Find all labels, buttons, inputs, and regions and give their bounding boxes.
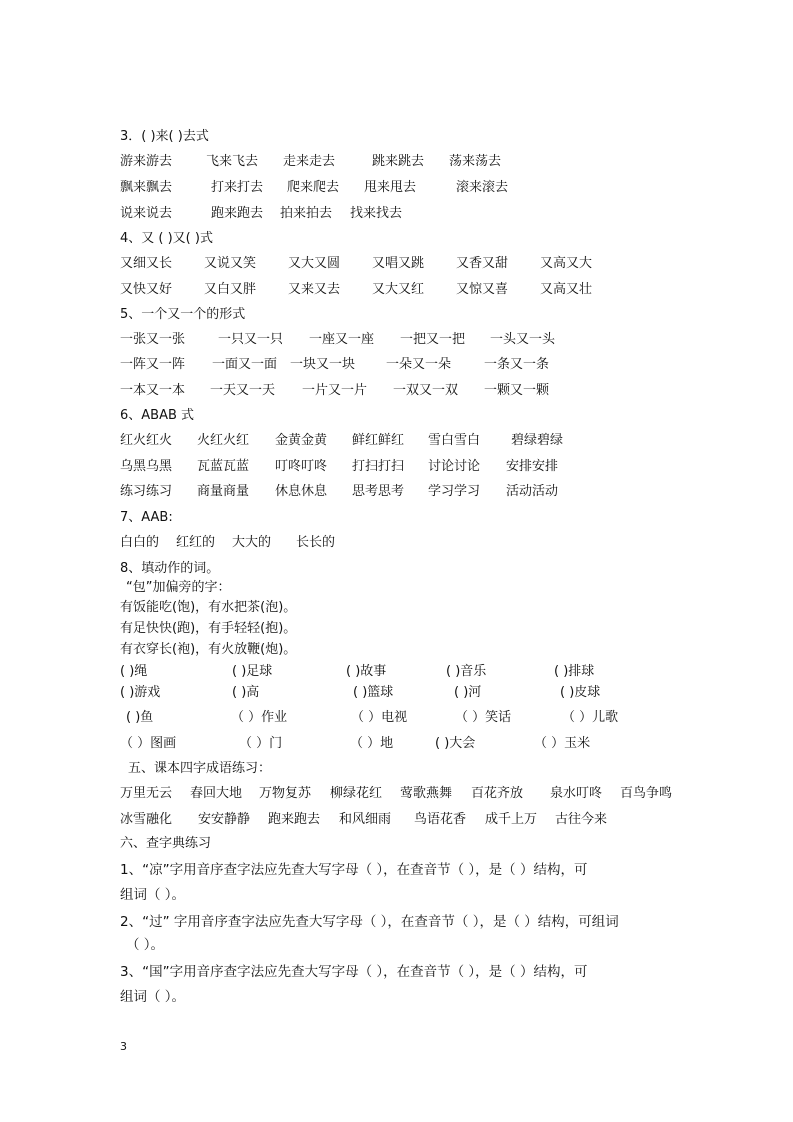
word-item: 鸟语花香 [414,812,467,827]
word-item: 一天又一天 [210,383,276,398]
word-item: 安安静静 [198,812,251,827]
word-item: 莺歌燕舞 [400,786,453,801]
word-item: 打来打去 [211,180,264,195]
word-item: 一阵又一阵 [120,357,186,372]
word-item: 万物复苏 [259,786,312,801]
text-line: 五、课本四字成语练习： [128,761,272,776]
word-item: ( )游戏 [120,685,161,700]
page-number: 3 [120,1040,127,1053]
word-item: 找来找去 [350,206,403,221]
word-item: 甩来甩去 [364,180,417,195]
text-line: 有饭能吃(饱)，有水把茶(泡)。 [120,600,297,615]
word-item: 一条又一条 [484,357,550,372]
word-item: 乌黑乌黑 [120,459,173,474]
word-item: ( )故事 [346,664,387,679]
word-item: ( )排球 [554,664,595,679]
word-item: ( )篮球 [353,685,394,700]
word-item: 瓦蓝瓦蓝 [197,459,250,474]
word-item: （ ）电视 [351,710,408,725]
word-item: ( )绳 [120,664,148,679]
word-item: 学习学习 [428,484,481,499]
text-line: 5、一个又一个的形式 [120,307,246,322]
word-item: （ ）笑话 [455,710,512,725]
word-item: ( )音乐 [446,664,487,679]
word-item: ( )大会 [435,736,476,751]
word-item: 泉水叮咚 [550,786,603,801]
word-item: 又唱又跳 [372,256,425,271]
word-item: 雪白雪白 [428,433,481,448]
word-item: （ ）图画 [120,736,177,751]
word-item: 又香又甜 [456,256,509,271]
word-item: ( )皮球 [560,685,601,700]
word-item: 红火红火 [120,433,173,448]
text-line: 3．( )来( )去式 [120,129,209,144]
word-item: 又惊又喜 [456,282,509,297]
word-item: 鲜红鲜红 [352,433,405,448]
text-line: 6、ABAB 式 [120,408,195,423]
word-item: （ ）地 [350,736,394,751]
word-item: 一颗又一颗 [484,383,550,398]
word-item: 古往今来 [555,812,608,827]
word-item: 说来说去 [120,206,173,221]
word-item: 商量商量 [197,484,250,499]
text-line: “包”加偏旁的字： [126,580,231,595]
word-item: ( )足球 [232,664,273,679]
word-item: （ ）儿歌 [562,710,619,725]
text-line: 六、查字典练习 [120,836,212,851]
word-item: 爬来爬去 [287,180,340,195]
word-item: 跑来跑去 [211,206,264,221]
word-item: 成千上万 [485,812,538,827]
word-item: （ ）作业 [231,710,288,725]
word-item: 长长的 [296,535,336,550]
word-item: 又来又去 [288,282,341,297]
word-item: 百鸟争鸣 [620,786,673,801]
word-item: 安排安排 [506,459,559,474]
word-item: ( )鱼 [126,710,154,725]
word-item: 大大的 [232,535,272,550]
word-item: 休息休息 [275,484,328,499]
word-item: 讨论讨论 [428,459,481,474]
word-item: 白白的 [120,535,160,550]
word-item: 荡来荡去 [449,154,502,169]
word-item: 柳绿花红 [330,786,383,801]
word-item: 又大又圆 [288,256,341,271]
word-item: 叮咚叮咚 [275,459,328,474]
text-line: 8、填动作的词。 [120,561,220,576]
word-item: 一把又一把 [400,332,466,347]
word-item: 思考思考 [352,484,405,499]
word-item: 百花齐放 [471,786,524,801]
word-item: （ ）玉米 [534,736,591,751]
word-item: 又高又壮 [540,282,593,297]
word-item: 活动活动 [506,484,559,499]
word-item: （ ）门 [239,736,283,751]
text-line: 4、又 ( )又( )式 [120,231,213,246]
word-item: ( )河 [454,685,482,700]
word-item: 走来走去 [283,154,336,169]
word-item: 滚来滚去 [456,180,509,195]
word-item: 又白又胖 [204,282,257,297]
word-item: 一座又一座 [309,332,375,347]
word-item: 金黄金黄 [275,433,328,448]
word-item: ( )高 [232,685,260,700]
word-item: 一只又一只 [218,332,284,347]
word-item: 红红的 [176,535,216,550]
word-item: 冰雪融化 [120,812,173,827]
word-item: 又大又红 [372,282,425,297]
text-line: 3、“国”字用音序查字法应先查大写字母（ ），在查音节（ ），是（ ）结构，可 [120,964,588,980]
word-item: 打扫打扫 [352,459,405,474]
word-item: 万里无云 [120,786,173,801]
word-item: 又快又好 [120,282,173,297]
text-line: 有衣穿长(袍)，有火放鞭(炮)。 [120,642,297,657]
word-item: 游来游去 [120,154,173,169]
word-item: 跑来跑去 [268,812,321,827]
word-item: 春回大地 [190,786,243,801]
text-line: 组词（ ）。 [120,989,186,1005]
word-item: 一张又一张 [120,332,186,347]
text-line: （ ）。 [126,937,165,953]
word-item: 飞来飞去 [206,154,259,169]
text-line: 7、AAB: [120,510,173,525]
word-item: 拍来拍去 [280,206,333,221]
word-item: 又高又大 [540,256,593,271]
word-item: 一面又一面 [212,357,278,372]
word-item: 和风细雨 [339,812,392,827]
word-item: 碧绿碧绿 [511,433,564,448]
text-line: 组词（ ）。 [120,887,186,903]
word-item: 一本又一本 [120,383,186,398]
text-line: 2、“过” 字用音序查字法应先查大写字母（ ），在查音节（ ），是（ ）结构，可组词 [120,914,619,930]
word-item: 练习练习 [120,484,173,499]
text-line: 1、“凉”字用音序查字法应先查大写字母（ ），在查音节（ ），是（ ）结构，可 [120,862,588,878]
word-item: 又说又笑 [204,256,257,271]
word-item: 火红火红 [197,433,250,448]
text-line: 有足快快(跑)，有手轻轻(抱)。 [120,621,297,636]
word-item: 一双又一双 [393,383,459,398]
word-item: 一头又一头 [490,332,556,347]
word-item: 飘来飘去 [120,180,173,195]
word-item: 又细又长 [120,256,173,271]
word-item: 一块又一块 [290,357,356,372]
word-item: 跳来跳去 [372,154,425,169]
word-item: 一朵又一朵 [386,357,452,372]
word-item: 一片又一片 [302,383,368,398]
